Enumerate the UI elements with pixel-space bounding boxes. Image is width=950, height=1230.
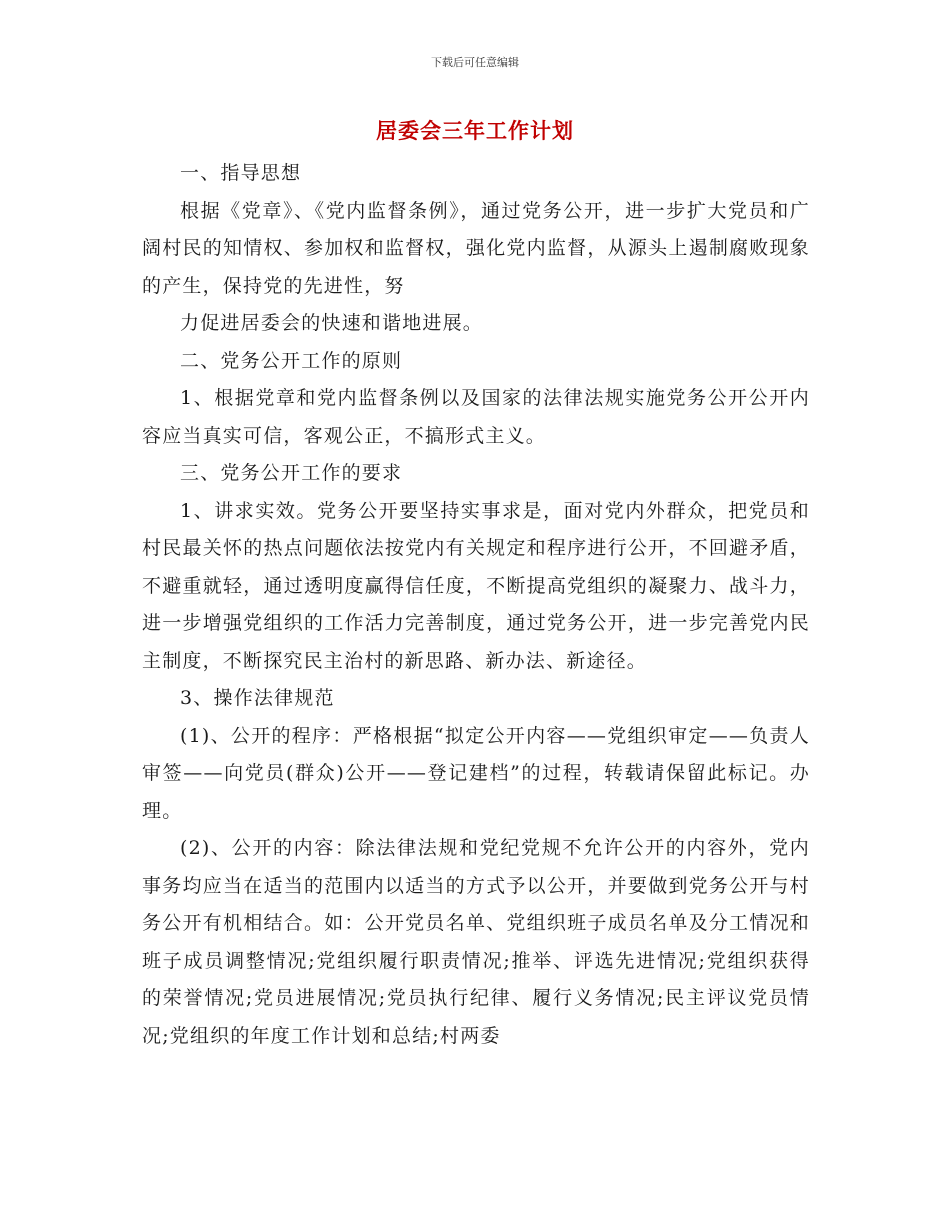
header-note: 下载后可任意编辑 xyxy=(431,56,519,69)
paragraph: 根据《党章》、《党内监督条例》，通过党务公开，进一步扩大党员和广阔村民的知情权、参加权和监督权，强化党内监督，从源头上遏制腐败现象的产生，保持党的先进性，努 xyxy=(142,199,810,297)
paragraph: (2)、公开的内容：除法律法规和党纪党规不允许公开的内容外，党内事务均应当在适当的范围内以适当的方式予以公开，并要做到党务公开与村务公开有机相结合。如：公开党员名单、党组织班子成员名单及分工情况和班子成员调整情况;党组织履行职责情况;推举、评选先进情况;党组织获得的荣誉情况;党员进展情况;党员执行纪律、履行义务情况;民主评议党员情况;党组织的年度工作计划和总结;村两委 xyxy=(142,837,810,1047)
section-heading: 三、党务公开工作的要求 xyxy=(180,462,403,484)
paragraph: 1、讲求实效。党务公开要坚持实事求是，面对党内外群众，把党员和村民最关怀的热点问题依法按党内有关规定和程序进行公开，不回避矛盾，不避重就轻，通过透明度赢得信任度，不断提高党组织的凝聚力、战斗力，进一步增强党组织的工作活力完善制度，通过党务公开，进一步完善党内民主制度，不断探究民主治村的新思路、新办法、新途径。 xyxy=(142,499,810,672)
paragraph: (1)、公开的程序：严格根据“拟定公开内容——党组织审定——负责人审签——向党员(群众)公开——登记建档”的过程，转载请保留此标记。办理。 xyxy=(142,724,810,822)
paragraph: 1、根据党章和党内监督条例以及国家的法律法规实施党务公开公开内容应当真实可信，客观公正，不搞形式主义。 xyxy=(142,387,810,447)
document-title: 居委会三年工作计划 xyxy=(376,118,574,143)
section-heading: 二、党务公开工作的原则 xyxy=(180,349,403,372)
document-body xyxy=(142,155,810,1055)
paragraph: 力促进居委会的快速和谐地进展。 xyxy=(180,312,484,334)
subsection-heading: 3、操作法律规范 xyxy=(180,687,335,709)
section-heading: 一、指导思想 xyxy=(180,162,302,184)
